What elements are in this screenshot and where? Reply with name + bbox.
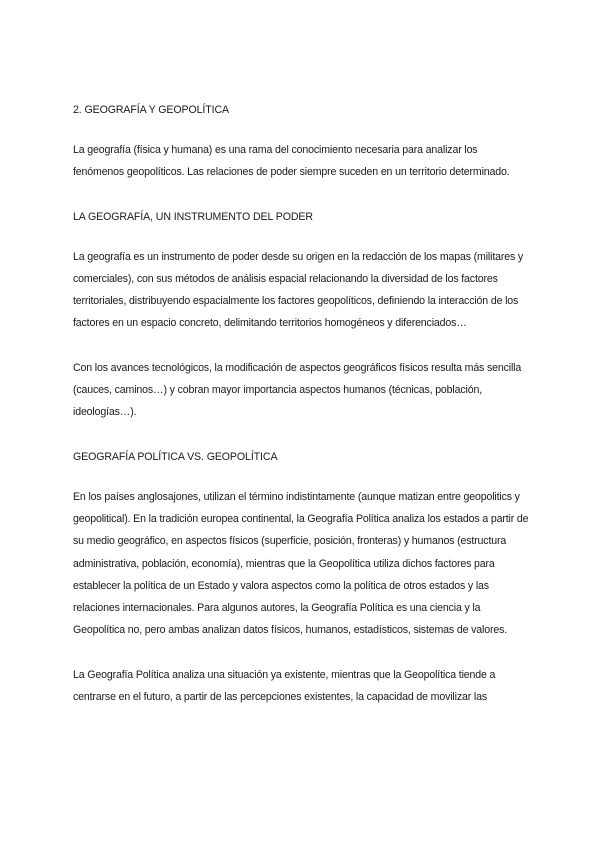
- paragraph-power-1: La geografía es un instrumento de poder desde su origen en la redacción de los mapas (militares y comerciales), con sus métodos de análisis espacial relacionando la diversidad de los factores territoriales, distribuyendo espacialmente los factores geopolíticos, definiendo la interacción de los factores en un espacio concreto, delimitando territorios homogéneos y diferenciados…: [73, 250, 524, 330]
- paragraph-political-geography-2: La Geografía Política analiza una situación ya existente, mientras que la Geopolítica tiende a centrarse en el futuro, a partir de las percepciones existentes, la capacidad de movilizar las: [73, 668, 496, 704]
- section-title: 2. GEOGRAFÍA Y GEOPOLÍTICA: [73, 104, 229, 116]
- subsection-title-political-geography: GEOGRAFÍA POLÍTICA VS. GEOPOLÍTICA: [73, 450, 278, 463]
- paragraph-political-geography-1: En los países anglosajones, utilizan el término indistintamente (aunque matizan entre geopolitics y geopolitical). En la tradición europea continental, la Geografía Política analiza los estados a partir de su medio geográfico, en aspectos físicos (superficie, posición, fronteras) y humanos (estructura administrativa, población, economía), mientras que la Geopolítica utiliza dichos factores para establecer la política de un Estado y valora aspectos como la política de otros estados y las relaciones internacionales. Para algunos autores, la Geografía Política es una ciencia y la Geopolítica no, pero ambas analizan datos físicos, humanos, estadísticos, sistemas de valores.: [73, 490, 529, 637]
- paragraph-power-2: Con los avances tecnológicos, la modificación de aspectos geográficos físicos resulta más sencilla (cauces, caminos…) y cobran mayor importancia aspectos humanos (técnicas, población, ideologías…).: [73, 361, 522, 419]
- document-body: [73, 99, 529, 708]
- subsection-title-power: LA GEOGRAFÍA, UN INSTRUMENTO DEL PODER: [73, 210, 313, 223]
- intro-paragraph: La geografía (física y humana) es una rama del conocimiento necesaria para analizar los fenómenos geopolíticos. Las relaciones de poder siempre suceden en un territorio determinado.: [73, 144, 510, 179]
